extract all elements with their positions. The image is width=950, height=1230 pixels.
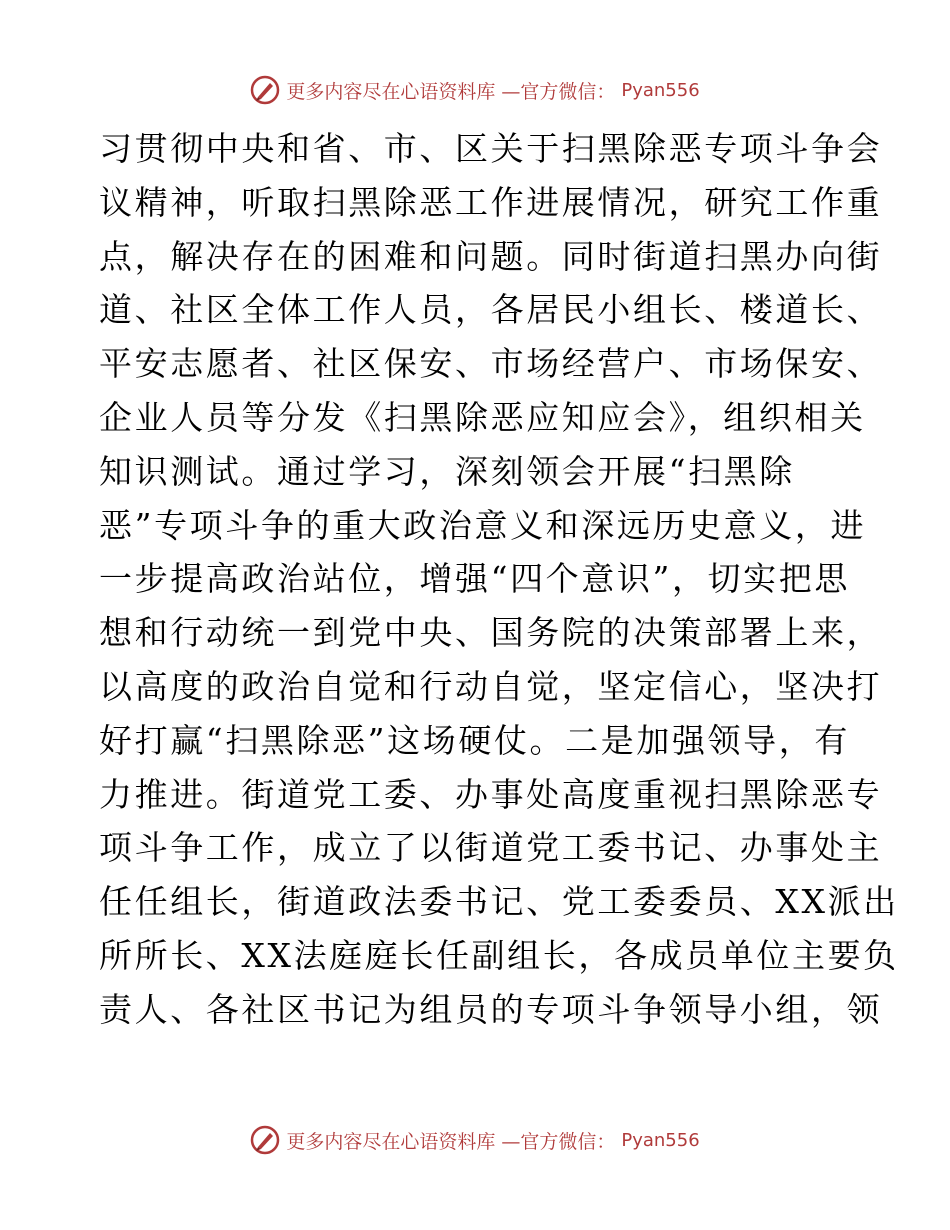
text-line: 议精神，听取扫黑除恶工作进展情况，研究工作重 — [99, 182, 883, 222]
footer-watermark — [0, 1120, 950, 1160]
text-line: 责人、各社区书记为组员的专项斗争领导小组，领 — [99, 989, 883, 1029]
pen-seal-icon — [250, 75, 280, 105]
watermark-text: 更多内容尽在心语资料库 — [286, 80, 496, 103]
text-line: 项斗争工作，成立了以街道党工委书记、办事处主 — [99, 828, 883, 868]
text-line: 道、社区全体工作人员，各居民小组长、楼道长、 — [99, 290, 883, 330]
pen-seal-icon — [250, 1125, 280, 1155]
watermark-separator: —官方微信： — [501, 80, 616, 103]
watermark-separator: —官方微信： — [501, 1130, 616, 1153]
header-watermark — [0, 70, 950, 110]
watermark-id: Pyan556 — [621, 79, 700, 101]
text-line: 好打赢“扫黑除恶”这场硬仗。二是加强领导，有 — [99, 720, 850, 760]
text-line: 所所长、XX法庭庭长任副组长，各成员单位主要负 — [99, 935, 899, 975]
text-line: 企业人员等分发《扫黑除恶应知应会》，组织相关 — [99, 397, 866, 437]
text-line: 任任组长，街道政法委书记、党工委委员、XX派出 — [99, 882, 899, 922]
document-body — [99, 122, 899, 1037]
text-line: 恶”专项斗争的重大政治意义和深远历史意义，进 — [99, 505, 867, 545]
watermark-id: Pyan556 — [621, 1129, 700, 1151]
text-line: 知识测试。通过学习，深刻领会开展“扫黑除 — [99, 451, 795, 491]
text-line: 力推进。街道党工委、办事处高度重视扫黑除恶专 — [99, 774, 883, 814]
text-line: 习贯彻中央和省、市、区关于扫黑除恶专项斗争会 — [99, 129, 883, 168]
text-line: 一步提高政治站位，增强“四个意识”，切实把思 — [99, 559, 850, 599]
watermark-text: 更多内容尽在心语资料库 — [286, 1130, 496, 1153]
text-line: 平安志愿者、社区保安、市场经营户、市场保安、 — [99, 344, 883, 384]
text-line: 点，解决存在的困难和问题。同时街道扫黑办向街 — [99, 236, 883, 276]
text-line: 想和行动统一到党中央、国务院的决策部署上来， — [99, 613, 883, 653]
text-line: 以高度的政治自觉和行动自觉，坚定信心，坚决打 — [99, 666, 883, 706]
